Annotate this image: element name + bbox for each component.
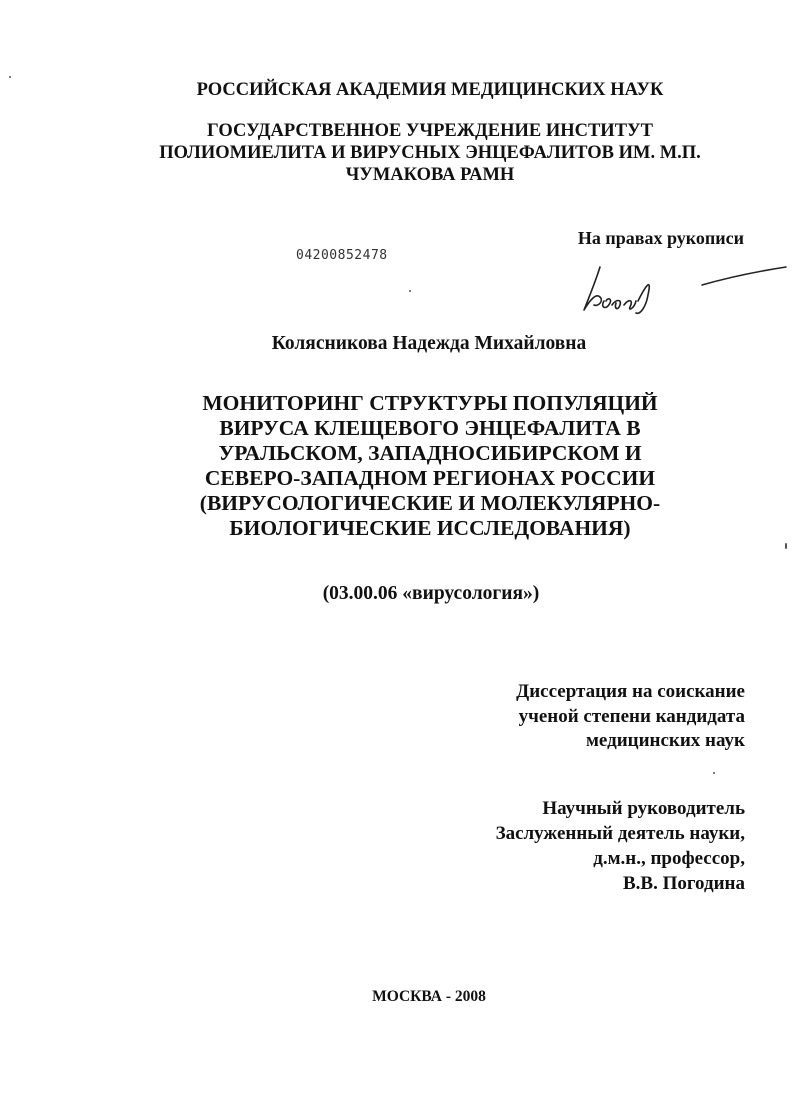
thesis-title-line-5: (ВИРУСОЛОГИЧЕСКИЕ И МОЛЕКУЛЯРНО- <box>199 491 661 515</box>
supervisor-line-1: Научный руководитель <box>542 798 745 819</box>
dissertation-line-1: Диссертация на соискание <box>516 681 745 702</box>
thesis-title-line-2: ВИРУСА КЛЕЩЕВОГО ЭНЦЕФАЛИТА В <box>219 416 641 440</box>
thesis-title-line-3: УРАЛЬСКОМ, ЗАПАДНОСИБИРСКОМ И <box>218 441 642 465</box>
manuscript-note: На правах рукописи <box>577 228 744 248</box>
scan-speck <box>409 290 411 292</box>
supervisor-line-3: д.м.н., профессор, <box>593 848 745 869</box>
author-name: Колясникова Надежда Михайловна <box>271 333 587 354</box>
scan-speck <box>785 543 787 549</box>
dissertation-line-2: ученой степени кандидата <box>518 706 745 727</box>
dissertation-line-3: медицинских наук <box>585 730 745 751</box>
scan-speck <box>713 772 715 774</box>
city-year: МОСКВА - 2008 <box>372 988 486 1005</box>
thesis-title-line-4: СЕВЕРО-ЗАПАДНОМ РЕГИОНАХ РОССИИ <box>204 466 656 490</box>
institute-line-1: ГОСУДАРСТВЕННОЕ УЧРЕЖДЕНИЕ ИНСТИТУТ <box>207 121 653 141</box>
specialty-code: (03.00.06 «вирусология») <box>322 583 540 604</box>
archive-number: 04200852478 <box>296 248 388 263</box>
institute-line-3: ЧУМАКОВА РАМН <box>345 165 515 185</box>
thesis-title-line-6: БИОЛОГИЧЕСКИЕ ИССЛЕДОВАНИЯ) <box>229 516 631 540</box>
academy-name: РОССИЙСКАЯ АКАДЕМИЯ МЕДИЦИНСКИХ НАУК <box>196 80 664 100</box>
institute-line-2: ПОЛИОМИЕЛИТА И ВИРУСНЫХ ЭНЦЕФАЛИТОВ ИМ. М.П. <box>159 143 701 163</box>
supervisor-line-2: Заслуженный деятель науки, <box>495 823 745 844</box>
supervisor-name: В.В. Погодина <box>623 873 745 894</box>
handwritten-signature <box>570 255 790 325</box>
thesis-title-line-1: МОНИТОРИНГ СТРУКТУРЫ ПОПУЛЯЦИЙ <box>202 391 658 415</box>
scan-speck <box>9 76 11 78</box>
